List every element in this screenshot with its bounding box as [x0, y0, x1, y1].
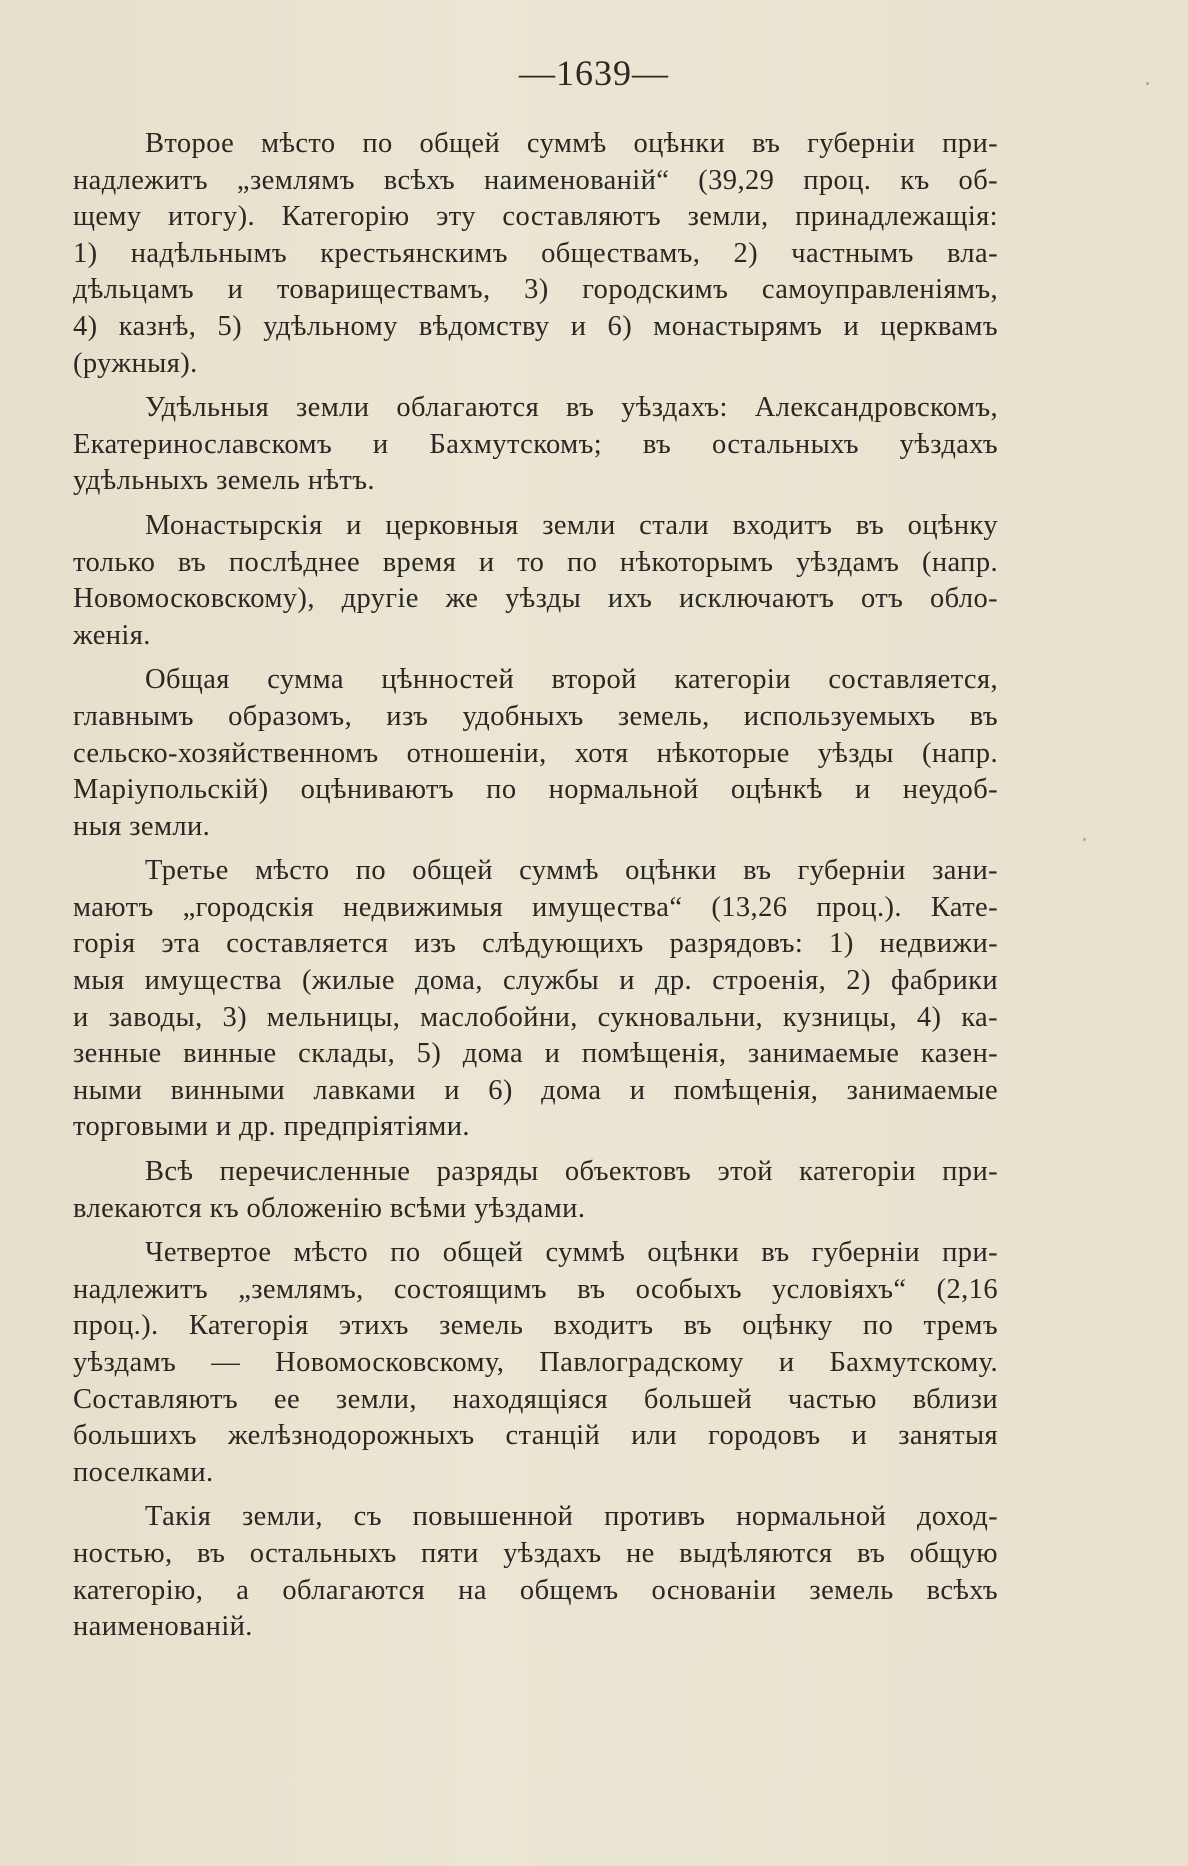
paragraph [73, 1235, 998, 1491]
text-line: Составляютъ ее земли, находящіяся большей частью вблизи [73, 1383, 998, 1415]
text-line: ными винными лавками и 6) дома и помѣщенія, занимаемые [73, 1074, 998, 1106]
text-line: женія. [73, 619, 151, 651]
text-line: Монастырскія и церковныя земли стали входитъ въ оцѣнку [145, 509, 998, 541]
text-line: Маріупольскій) оцѣниваютъ по нормальной оцѣнкѣ и неудоб- [73, 774, 998, 806]
body-text [73, 126, 998, 1654]
text-line: ныя земли. [73, 810, 211, 842]
text-line: влекаются къ обложенію всѣми уѣздами. [73, 1192, 586, 1224]
text-line: большихъ желѣзнодорожныхъ станцій или городовъ и занятыя [73, 1420, 998, 1452]
text-line: надлежитъ „землямъ, состоящимъ въ особыхъ условіяхъ“ (2,16 [73, 1273, 998, 1305]
text-line: Общая сумма цѣнностей второй категоріи составляется, [145, 664, 998, 696]
text-line: Такія земли, съ повышенной противъ нормальной доход- [145, 1501, 998, 1533]
paragraph [73, 662, 998, 845]
text-line: и заводы, 3) мельницы, маслобойни, сукновальни, кузницы, 4) ка- [73, 1001, 998, 1033]
paragraph [73, 390, 998, 500]
text-line: Новомосковскому), другіе же уѣзды ихъ исключаютъ отъ обло- [73, 583, 998, 615]
text-line: зенные винные склады, 5) дома и помѣщенія, занимаемые казен- [73, 1038, 998, 1070]
text-line: мыя имущества (жилые дома, службы и др. строенія, 2) фабрики [73, 965, 998, 997]
text-line: надлежитъ „землямъ всѣхъ наименованій“ (39,29 проц. къ об- [73, 164, 998, 196]
text-line: поселками. [73, 1456, 214, 1488]
text-line: наименованій. [73, 1611, 253, 1643]
text-line: сельско-хозяйственномъ отношеніи, хотя нѣкоторые уѣзды (напр. [73, 737, 998, 769]
text-line: 4) казнѣ, 5) удѣльному вѣдомству и 6) монастырямъ и церквамъ [73, 310, 998, 342]
text-line: (ружныя). [73, 347, 198, 379]
text-line: горія эта составляется изъ слѣдующихъ разрядовъ: 1) недвижи- [73, 928, 998, 960]
text-line: Екатеринославскомъ и Бахмутскомъ; въ остальныхъ уѣздахъ [73, 428, 998, 460]
paper-speck [1146, 82, 1149, 85]
text-line: только въ послѣднее время и то по нѣкоторымъ уѣздамъ (напр. [73, 546, 998, 578]
text-line: удѣльныхъ земель нѣтъ. [73, 465, 375, 497]
paragraph [73, 508, 998, 654]
paragraph [73, 1154, 998, 1227]
text-line: Второе мѣсто по общей суммѣ оцѣнки въ губерніи при- [145, 128, 998, 159]
text-line: Третье мѣсто по общей суммѣ оцѣнки въ губерніи зани- [145, 855, 998, 887]
text-line: главнымъ образомъ, изъ удобныхъ земель, используемыхъ въ [73, 700, 998, 732]
text-line: торговыми и др. предпріятіями. [73, 1111, 470, 1143]
text-line: Четвертое мѣсто по общей суммѣ оцѣнки въ губерніи при- [145, 1237, 998, 1269]
text-line: ностью, въ остальныхъ пяти уѣздахъ не выдѣляются въ общую [73, 1537, 998, 1569]
paragraph [73, 126, 998, 382]
text-line: дѣльцамъ и товариществамъ, 3) городскимъ самоуправленіямъ, [73, 274, 998, 306]
text-line: маютъ „городскія недвижимыя имущества“ (13,26 проц.). Кате- [73, 891, 998, 923]
text-line: Удѣльныя земли облагаются въ уѣздахъ: Александровскомъ, [145, 392, 998, 424]
text-line: проц.). Категорія этихъ земель входитъ въ оцѣнку по тремъ [73, 1310, 998, 1342]
page-number: —1639— [519, 53, 669, 93]
text-line: уѣздамъ — Новомосковскому, Павлоградскому и Бахмутскому. [73, 1347, 998, 1378]
text-line: Всѣ перечисленные разряды объектовъ этой категоріи при- [145, 1156, 998, 1188]
paper-speck [1083, 838, 1086, 841]
text-line: 1) надѣльнымъ крестьянскимъ обществамъ, 2) частнымъ вла- [73, 237, 998, 269]
paragraph [73, 853, 998, 1146]
text-line: щему итогу). Категорію эту составляютъ земли, принадлежащія: [73, 201, 998, 233]
paragraph [73, 1499, 998, 1645]
text-line: категорію, а облагаются на общемъ основаніи земель всѣхъ [73, 1574, 998, 1606]
